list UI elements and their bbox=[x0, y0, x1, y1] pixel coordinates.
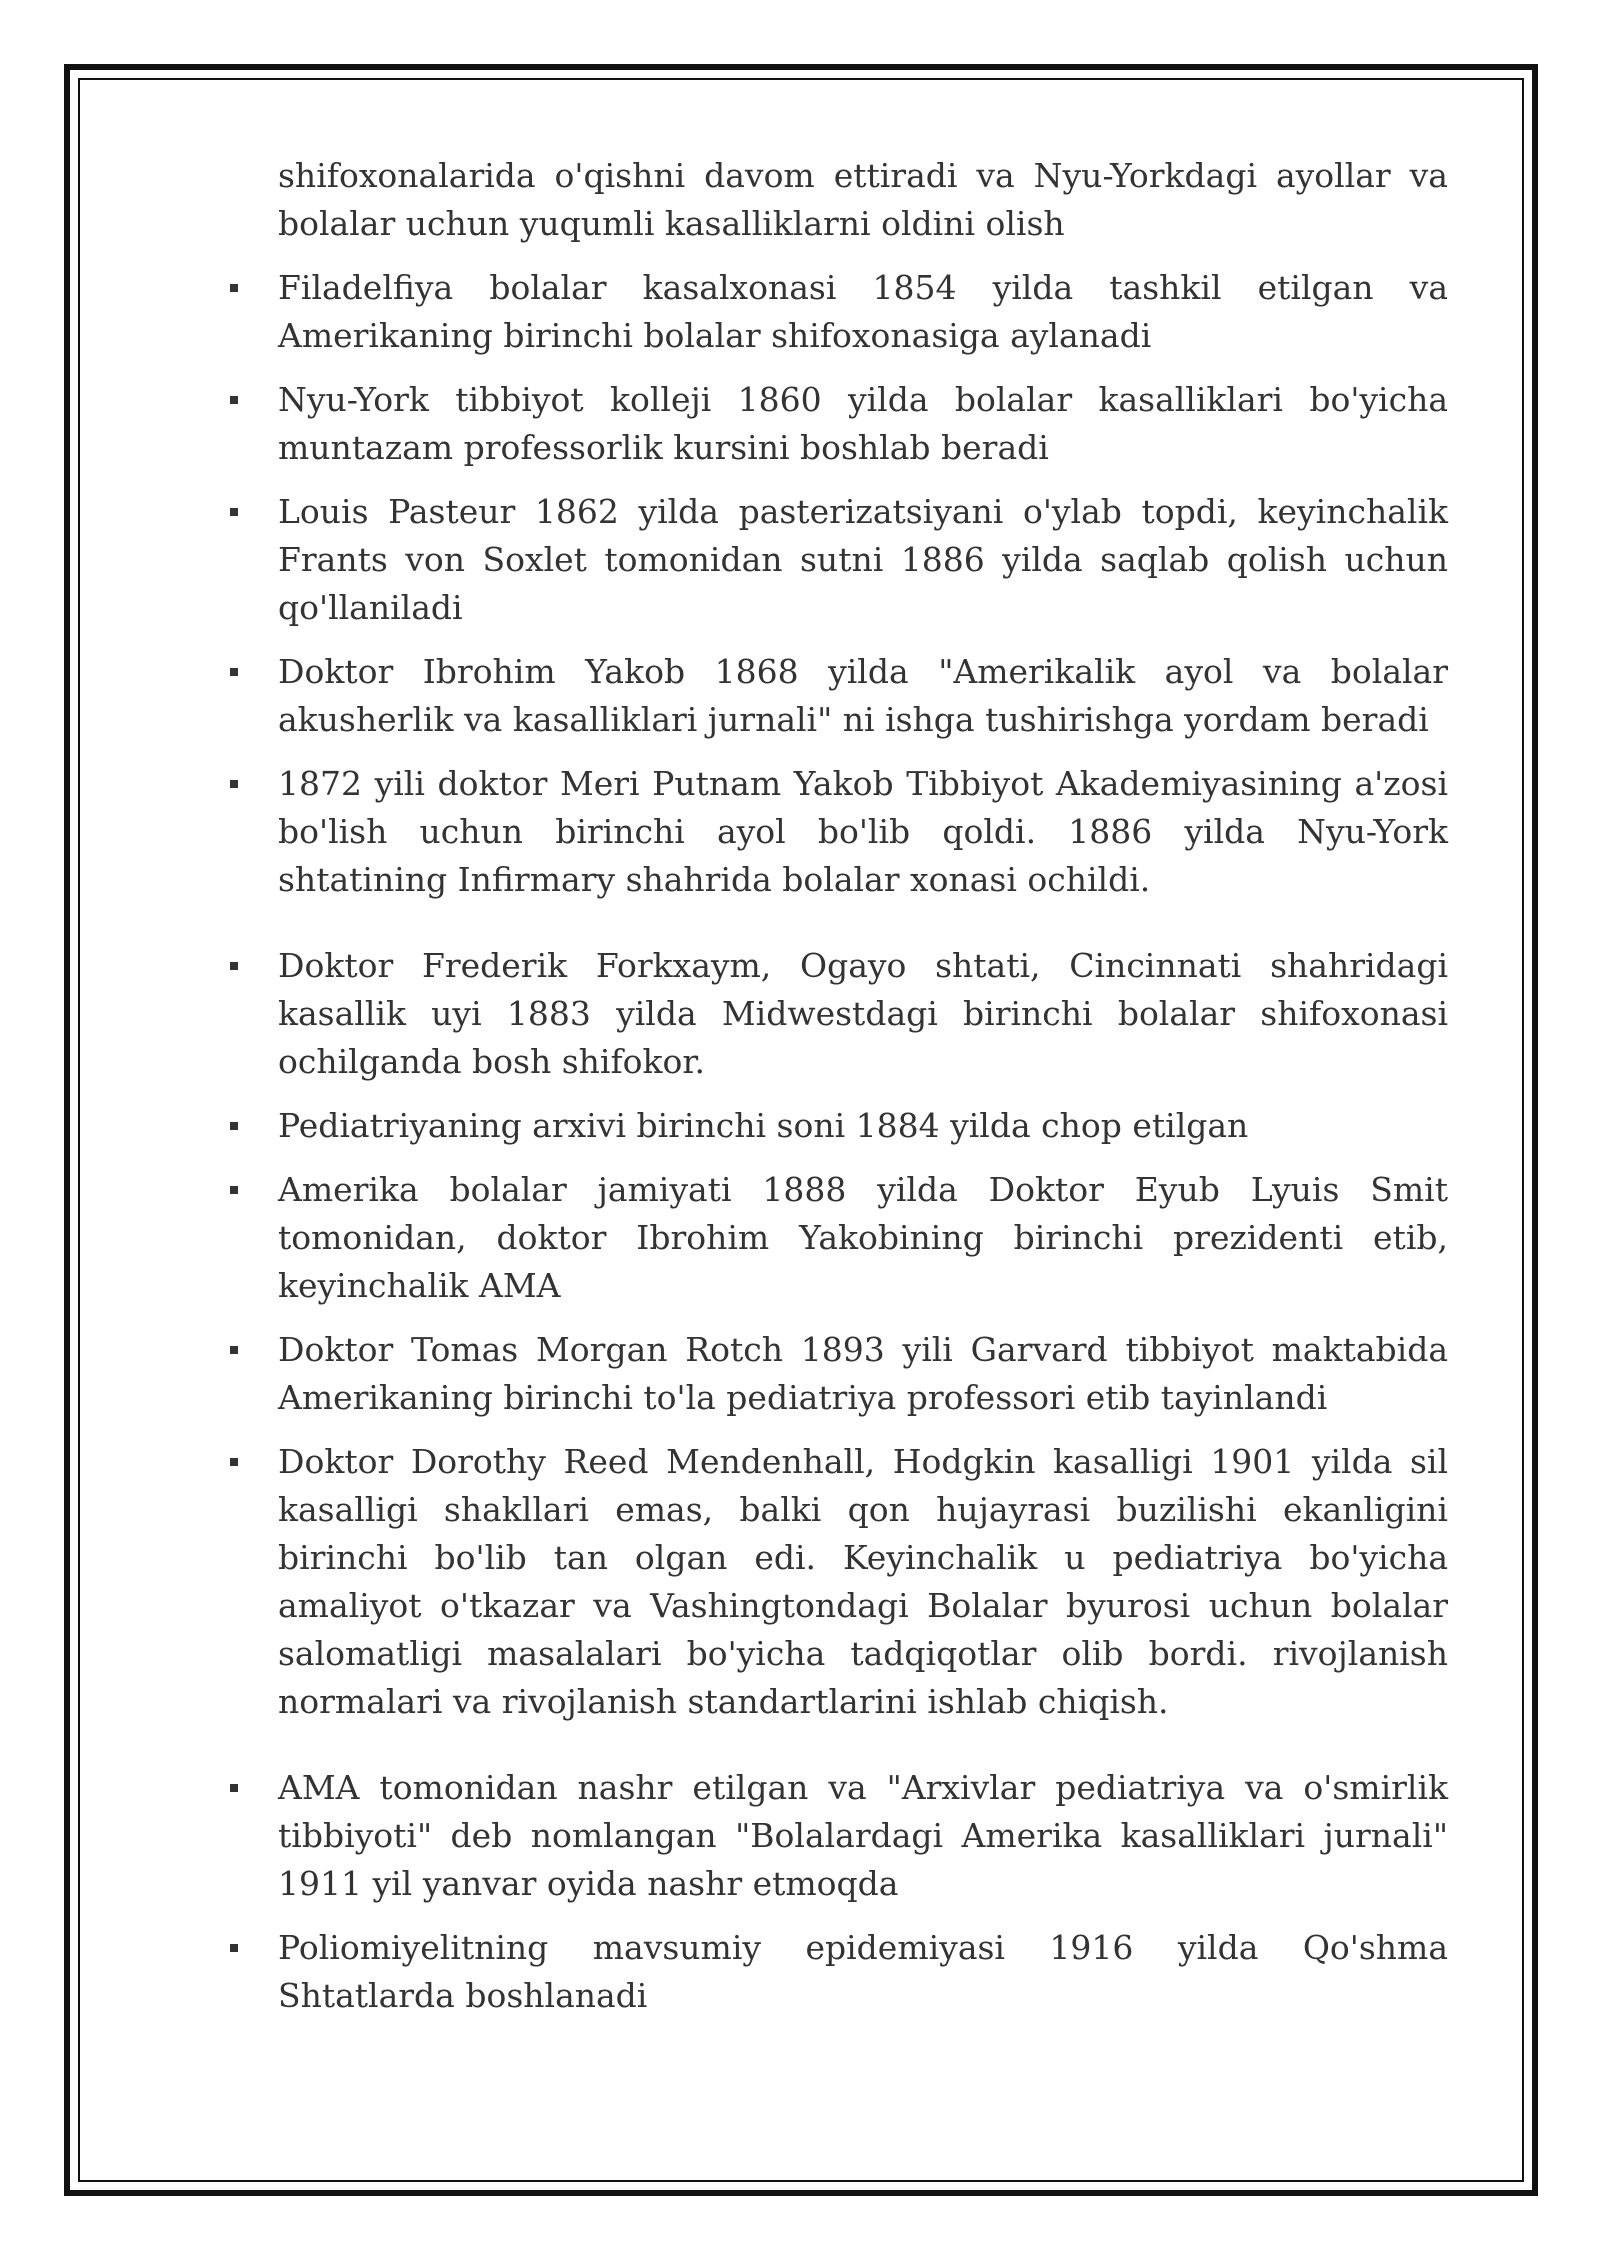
list-item-text: Nyu-York tibbiyot kolleji 1860 yilda bolalar kasalliklari bo'yicha muntazam professorlik kursini boshlab beradi bbox=[278, 380, 1448, 467]
list-item bbox=[218, 1102, 1448, 1150]
bullet-icon bbox=[230, 284, 238, 292]
document-body bbox=[218, 152, 1448, 2036]
list-item-text: Pediatriyaning arxivi birinchi soni 1884 yilda chop etilgan bbox=[278, 1106, 1249, 1145]
list-item-text: Poliomiyelitning mavsumiy epidemiyasi 1916 yilda Qo'shma Shtatlarda boshlanadi bbox=[278, 1928, 1448, 2015]
list-item-text: Doktor Tomas Morgan Rotch 1893 yili Garvard tibbiyot maktabida Amerikaning birinchi to'la pediatriya professori etib tayinlandi bbox=[278, 1330, 1448, 1417]
bullet-icon bbox=[230, 508, 238, 516]
bullet-icon bbox=[230, 1122, 238, 1130]
bullet-icon bbox=[230, 780, 238, 788]
list-item bbox=[218, 1166, 1448, 1310]
bullet-icon bbox=[230, 396, 238, 404]
list-item bbox=[218, 264, 1448, 360]
list-item-text: Filadelfiya bolalar kasalxonasi 1854 yilda tashkil etilgan va Amerikaning birinchi bolalar shifoxonasiga aylanadi bbox=[278, 268, 1448, 355]
bullet-icon bbox=[230, 1458, 238, 1466]
list-item bbox=[218, 1924, 1448, 2020]
bullet-icon bbox=[230, 1186, 238, 1194]
list-item bbox=[218, 648, 1448, 744]
list-item bbox=[218, 760, 1448, 904]
list-item-text: Doktor Frederik Forkxaym, Ogayo shtati, Cincinnati shahridagi kasallik uyi 1883 yilda Midwestdagi birinchi bolalar shifoxonasi ochilganda bosh shifokor. bbox=[278, 946, 1448, 1081]
list-item bbox=[218, 1764, 1448, 1908]
list-item bbox=[218, 1438, 1448, 1726]
intro-continuation: shifoxonalarida o'qishni davom ettiradi va Nyu-Yorkdagi ayollar va bolalar uchun yuqumli kasalliklarni oldini olish bbox=[278, 156, 1448, 243]
list-item-text: Doktor Ibrohim Yakob 1868 yilda "Amerikalik ayol va bolalar akusherlik va kasalliklari jurnali" ni ishga tushirishga yordam beradi bbox=[278, 652, 1448, 739]
list-item-text: Louis Pasteur 1862 yilda pasterizatsiyani o'ylab topdi, keyinchalik Frants von Soxlet tomonidan sutni 1886 yilda saqlab qolish uchun qo'llaniladi bbox=[278, 492, 1448, 627]
list-item-text: 1872 yili doktor Meri Putnam Yakob Tibbiyot Akademiyasining a'zosi bo'lish uchun birinchi ayol bo'lib qoldi. 1886 yilda Nyu-York shtatining Infirmary shahrida bolalar xonasi ochildi. bbox=[278, 764, 1448, 899]
list-item bbox=[218, 376, 1448, 472]
list-item-text: Doktor Dorothy Reed Mendenhall, Hodgkin kasalligi 1901 yilda sil kasalligi shakllari emas, balki qon hujayrasi buzilishi ekanligini birinchi bo'lib tan olgan edi. Keyinchalik u pediatriya bo'yicha amaliyot o'tkazar va Vashingtondagi Bolalar byurosi uchun bolalar salomatligi masalalari bo'yicha tadqiqotlar olib bordi. rivojlanish normalari va rivojlanish standartlarini ishlab chiqish. bbox=[278, 1442, 1448, 1721]
bullet-icon bbox=[230, 668, 238, 676]
list-item-text: Amerika bolalar jamiyati 1888 yilda Doktor Eyub Lyuis Smit tomonidan, doktor Ibrohim Yakobining birinchi prezidenti etib, keyinchalik AMA bbox=[278, 1170, 1448, 1305]
bullet-icon bbox=[230, 962, 238, 970]
list-item bbox=[218, 1326, 1448, 1422]
list-item bbox=[218, 488, 1448, 632]
list-item bbox=[218, 942, 1448, 1086]
bullet-icon bbox=[230, 1346, 238, 1354]
bullet-icon bbox=[230, 1784, 238, 1792]
bullet-icon bbox=[230, 1944, 238, 1952]
list-item-text: AMA tomonidan nashr etilgan va "Arxivlar pediatriya va o'smirlik tibbiyoti" deb nomlangan "Bolalardagi Amerika kasalliklari jurnali" 1911 yil yanvar oyida nashr etmoqda bbox=[278, 1768, 1448, 1903]
